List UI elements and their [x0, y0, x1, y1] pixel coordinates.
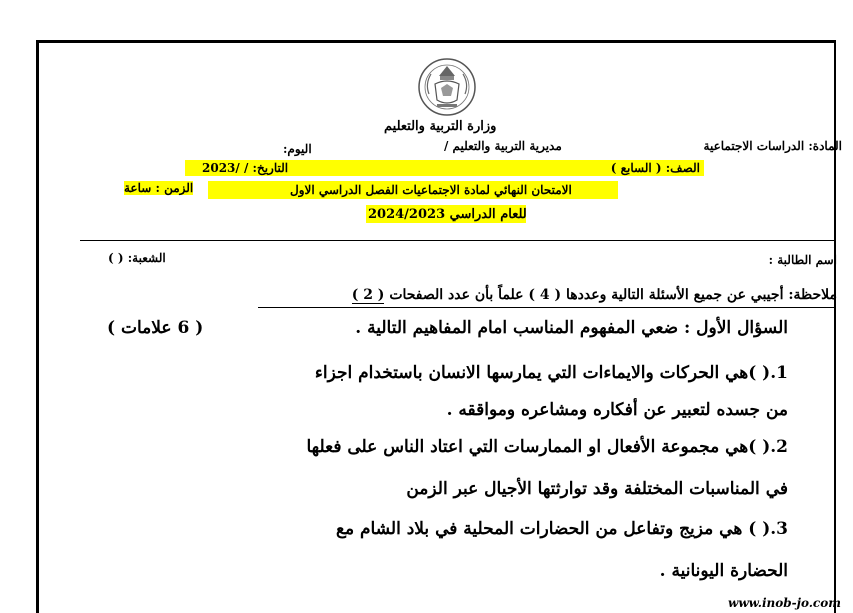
- date-label: التاريخ: / /2023: [202, 161, 289, 175]
- question-1-prompt: السؤال الأول : ضعي المفهوم المناسب امام المفاهيم التالية .: [355, 318, 788, 338]
- subject-label: المادة: الدراسات الاجتماعية: [703, 139, 842, 153]
- coat-of-arms-seal: [417, 54, 477, 120]
- note-page-count: ( 2 ): [351, 287, 385, 303]
- question-1-item-1: 1.( )هي الحركات والايماءات التي يمارسها الانسان باستخدام اجزاء: [314, 363, 788, 383]
- question-1-marks: ( 6 علامات ): [107, 318, 204, 338]
- instructions-note: [352, 287, 837, 303]
- exam-title: الامتحان النهائي لمادة الاجتماعيات الفصل الدراسي الاول: [290, 183, 572, 197]
- academic-year: للعام الدراسي 2024/2023: [368, 207, 527, 222]
- note-text: ملاحظة: أجيبي عن جميع الأسئلة التالية وعددها ( 4 ) علماً بأن عدد الصفحات: [389, 287, 837, 303]
- question-1-item-3: 3.( ) هي مزيج وتفاعل من الحضارات المحلية في بلاد الشام مع: [335, 519, 788, 539]
- note-underline: [258, 307, 836, 308]
- day-label: اليوم:: [283, 142, 312, 156]
- section-label: الشعبة: ( ): [108, 251, 166, 265]
- directorate-label: مديرية التربية والتعليم /: [444, 139, 562, 153]
- question-1-item-2-continued: في المناسبات المختلفة وقد توارثتها الأجيال عبر الزمن: [406, 479, 788, 499]
- question-1-item-3-continued: الحضارة اليونانية .: [659, 561, 788, 581]
- question-1-item-1-continued: من جسده لتعبير عن أفكاره ومشاعره ومواققه .: [446, 400, 788, 420]
- grade-label: الصف: ( السابع ): [610, 161, 700, 175]
- question-1-item-2: 2.( )هي مجموعة الأفعال او الممارسات التي اعتاد الناس على فعلها: [306, 437, 788, 457]
- header-separator: [80, 240, 836, 241]
- ministry-name: وزارة التربية والتعليم: [384, 119, 497, 134]
- student-name-label: اسم الطالبة :: [768, 253, 837, 267]
- website-watermark: www.inob-jo.com: [728, 596, 841, 610]
- exam-duration: الزمن : ساعة: [124, 181, 194, 195]
